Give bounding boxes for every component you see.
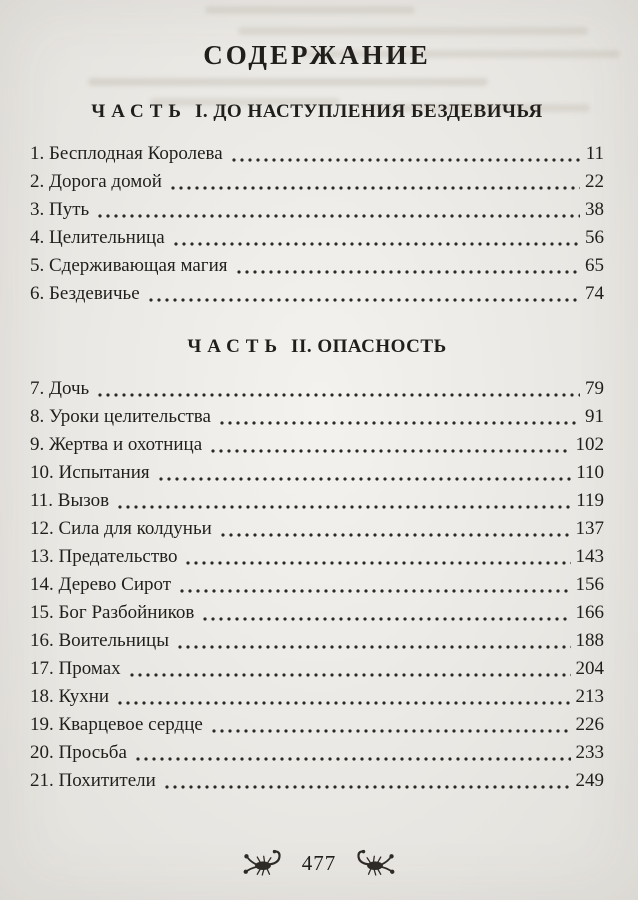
- toc-entry-page: 38: [585, 199, 604, 220]
- dot-leader: [209, 431, 570, 459]
- toc-entry: [30, 515, 604, 543]
- toc-entry-title: 4. Целительница: [30, 227, 165, 248]
- toc-list-part-1: [30, 140, 604, 308]
- toc-list-part-2: [30, 375, 604, 795]
- toc-entry-page: 74: [585, 283, 604, 304]
- dot-leader: [172, 224, 580, 252]
- toc-entry-page: 156: [575, 574, 604, 595]
- toc-entry-page: 65: [585, 255, 604, 276]
- dot-leader: [96, 196, 580, 224]
- dot-leader: [184, 543, 570, 571]
- toc-entry: [30, 655, 604, 683]
- toc-entry: [30, 431, 604, 459]
- toc-entry: [30, 403, 604, 431]
- dot-leader: [178, 571, 570, 599]
- toc-entry-title: 15. Бог Разбойников: [30, 602, 195, 623]
- toc-entry: [30, 252, 604, 280]
- toc-entry-title: 9. Жертва и охотница: [30, 434, 203, 455]
- toc-entry-page: 119: [576, 490, 604, 511]
- toc-entry-title: 6. Бездевичье: [30, 283, 140, 304]
- toc-entry: [30, 571, 604, 599]
- toc-entry-title: 10. Испытания: [30, 462, 150, 483]
- dot-leader: [157, 459, 572, 487]
- toc-entry-title: 18. Кухни: [30, 686, 110, 707]
- page-title: СОДЕРЖАНИЕ: [203, 40, 431, 70]
- toc-entry-title: 2. Дорога домой: [30, 171, 162, 192]
- scorpion-ornament-right-icon: [352, 849, 398, 878]
- toc-entry-title: 13. Предательство: [30, 546, 178, 567]
- dot-leader: [230, 140, 581, 168]
- toc-entry-page: 11: [585, 143, 604, 164]
- toc-entry: [30, 599, 604, 627]
- toc-entry-title: 7. Дочь: [30, 378, 90, 399]
- toc-part-2: [30, 336, 604, 795]
- toc-entry-page: 213: [575, 686, 604, 707]
- toc-entry-title: 21. Похитители: [30, 770, 156, 791]
- toc-entry: [30, 683, 604, 711]
- toc-entry: [30, 767, 604, 795]
- toc-entry-title: 17. Промах: [30, 658, 121, 679]
- toc-entry-title: 1. Бесплодная Королева: [30, 143, 223, 164]
- dot-leader: [218, 403, 580, 431]
- toc-entry-page: 91: [585, 406, 604, 427]
- part-heading-label: ЧАСТЬ: [91, 101, 187, 122]
- dot-leader: [134, 739, 571, 767]
- dot-leader: [128, 655, 571, 683]
- toc-entry-title: 19. Кварцевое сердце: [30, 714, 203, 735]
- dot-leader: [116, 683, 570, 711]
- toc-entry-title: 11. Вызов: [30, 490, 110, 511]
- toc-entry-title: 5. Сдерживающая магия: [30, 255, 228, 276]
- footer-page-number: 477: [301, 851, 337, 875]
- dot-leader: [96, 375, 580, 403]
- dot-leader: [176, 627, 571, 655]
- toc-entry-page: 110: [576, 462, 604, 483]
- toc-entry-page: 226: [575, 714, 604, 735]
- dot-leader: [219, 515, 571, 543]
- toc-entry: [30, 627, 604, 655]
- toc-entry: [30, 168, 604, 196]
- dot-leader: [147, 280, 580, 308]
- toc-entry-page: 249: [575, 770, 604, 791]
- scorpion-ornament-left-icon: [240, 849, 286, 878]
- toc-entry-page: 22: [585, 171, 604, 192]
- toc-entry-title: 14. Дерево Сирот: [30, 574, 172, 595]
- part-heading-label: ЧАСТЬ: [187, 336, 284, 357]
- toc-entry-title: 16. Воительницы: [30, 630, 169, 651]
- toc-entry-page: 79: [585, 378, 604, 399]
- toc-entry-page: 56: [585, 227, 604, 248]
- dot-leader: [235, 252, 581, 280]
- dot-leader: [116, 487, 571, 515]
- toc-entry: [30, 459, 604, 487]
- toc-entry: [30, 711, 604, 739]
- dot-leader: [201, 599, 570, 627]
- toc-entry-page: 102: [575, 434, 604, 455]
- toc-entry-title: 3. Путь: [30, 199, 90, 220]
- toc-entry: [30, 375, 604, 403]
- part-heading-title: II. ОПАСНОСТЬ: [291, 336, 447, 357]
- toc-entry-page: 188: [575, 630, 604, 651]
- toc-entry-title: 8. Уроки целительства: [30, 406, 211, 427]
- toc-entry: [30, 196, 604, 224]
- toc-entry-page: 233: [575, 742, 604, 763]
- toc-entry-page: 166: [575, 602, 604, 623]
- toc-part-1: [30, 101, 604, 308]
- toc-entry: [30, 543, 604, 571]
- toc-entry-page: 137: [575, 518, 604, 539]
- part-heading-title: I. ДО НАСТУПЛЕНИЯ БЕЗДЕВИЧЬЯ: [194, 101, 543, 122]
- toc-entry-page: 143: [575, 546, 604, 567]
- toc-entry: [30, 224, 604, 252]
- dot-leader: [163, 767, 571, 795]
- page-footer: [0, 849, 638, 878]
- part-heading: [30, 336, 604, 358]
- part-heading: [30, 101, 604, 123]
- toc-entry-title: 20. Просьба: [30, 742, 127, 763]
- toc-entry: [30, 739, 604, 767]
- dot-leader: [169, 168, 580, 196]
- dot-leader: [210, 711, 571, 739]
- toc-entry: [30, 140, 604, 168]
- toc-entry-page: 204: [575, 658, 604, 679]
- toc-entry: [30, 487, 604, 515]
- toc-entry-title: 12. Сила для колдуньи: [30, 518, 212, 539]
- toc-entry: [30, 280, 604, 308]
